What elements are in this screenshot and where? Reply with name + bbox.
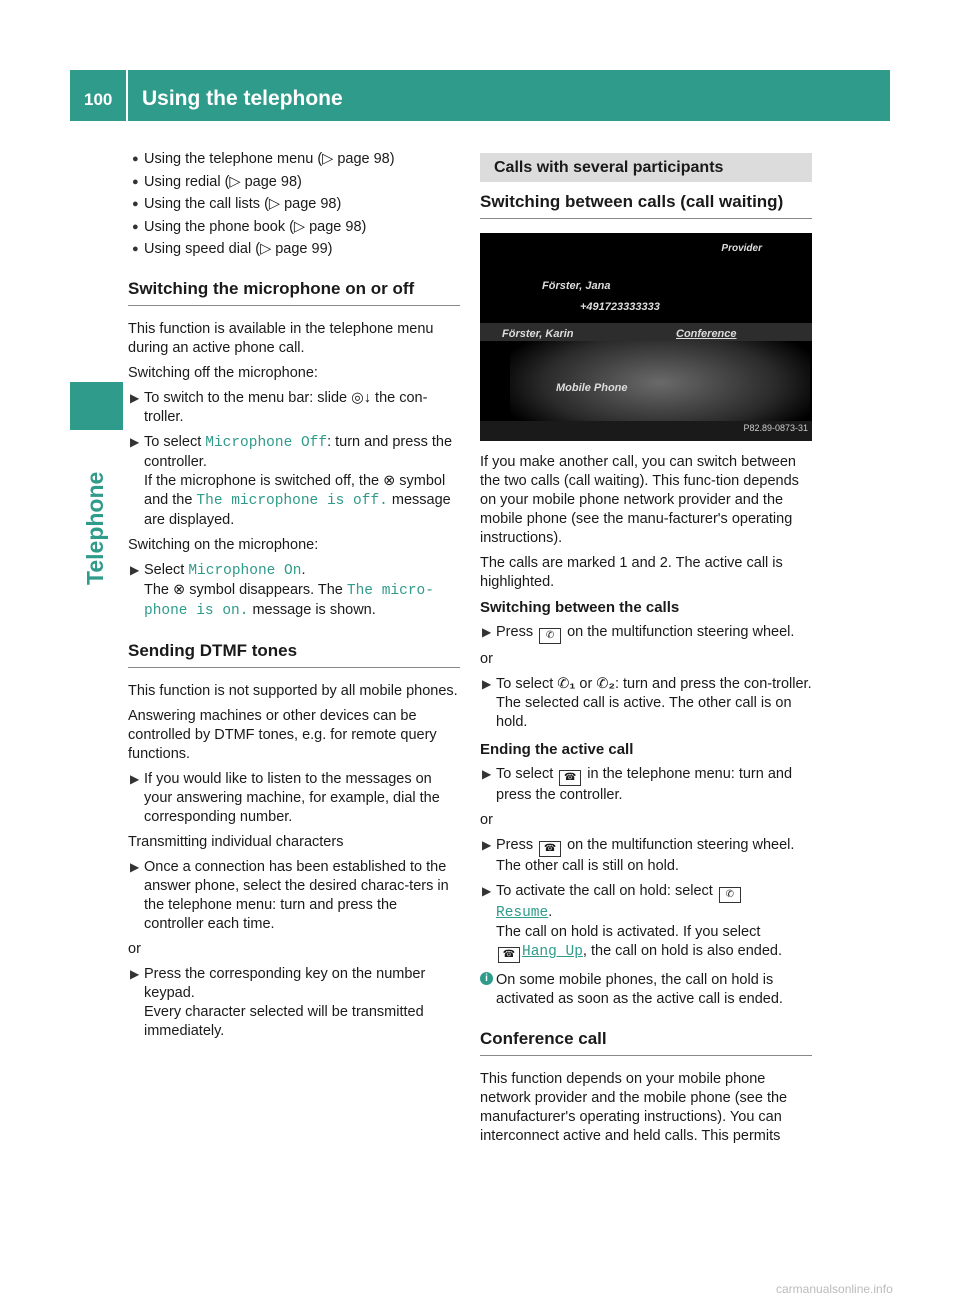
page-number: 100 (84, 90, 113, 109)
info-icon: i (480, 972, 493, 985)
switch-heading: Switching between calls (call waiting) (480, 192, 812, 219)
phone-button-icon: ✆ (539, 628, 561, 644)
dtmf-intro: Answering machines or other devices can be controlled by DTMF tones, e.g. for remote query functions. (128, 708, 437, 762)
bullet-text: Using the call lists (▷ page 98) (144, 196, 342, 212)
page-title: Using the telephone (142, 87, 343, 110)
bullet-text: Using speed dial (▷ page 99) (144, 241, 333, 257)
left-column (128, 150, 460, 1041)
instruction-text: or (575, 676, 597, 692)
right-column (480, 150, 812, 1146)
display-screenshot (480, 233, 812, 441)
conference-item: Conference (676, 328, 737, 340)
instruction: ▶ To activate the call on hold: select ✆ Resume. The call on hold is activated. If you select ☎ Hang Up, the call on hold is also ended. (480, 882, 812, 963)
instruction-text: Once a connection has been established to the answer phone, select the desired charac-ters in the telephone menu: turn and press the controller each time. (144, 859, 449, 932)
or-text: or (128, 941, 141, 957)
instruction-text: Select (144, 562, 189, 578)
end-subheading: Ending the active call (480, 741, 634, 758)
hang-up-icon: ☎ (559, 770, 581, 786)
instruction-text: The ⊗ symbol disappears. The (144, 582, 347, 598)
instruction: ▶ Press the corresponding key on the number keypad. Every character selected will be transmitted immediately. (130, 966, 426, 1039)
watermark: carmanualsonline.info (776, 1282, 893, 1296)
resume-phone-icon: ✆ (719, 887, 741, 903)
mobile-phone-label: Mobile Phone (556, 382, 628, 394)
mic-intro: This function is available in the telephone menu during an active phone call. (128, 321, 434, 356)
instruction-text: : turn and press the controller. (144, 434, 453, 470)
section-tab (70, 382, 123, 430)
mic-heading: Switching the microphone on or off (128, 279, 460, 306)
caller-1: Förster, Jana (542, 280, 611, 292)
instruction-text: To select (144, 434, 206, 450)
mic-off-label: Switching off the microphone: (128, 365, 318, 381)
instruction-text: message are displayed. (144, 492, 451, 528)
conference-intro: This function depends on your mobile phone network provider and the mobile phone (see the manufacturer's operating instructions). You can interconnect active and held calls. This permits (480, 1071, 788, 1144)
hang-up-icon: ☎ (498, 947, 520, 963)
figure-code: P82.89-0873-31 (743, 423, 808, 433)
instruction: ▶ To select ☎ in the telephone menu: turn and press the controller. (482, 766, 793, 803)
instruction: ▶ Select Microphone On. The ⊗ symbol disappears. The The micro‐ phone is on. message is shown. (130, 562, 434, 619)
info-text: On some mobile phones, the call on hold is activated as soon as the active call is ended. (496, 972, 783, 1007)
instruction-text: The call on hold is activated. If you select (496, 924, 761, 940)
instruction-text: Every character selected will be transmitted immediately. (144, 1004, 424, 1039)
or-text: or (480, 651, 493, 667)
call-1-icon: ✆₁ (557, 676, 576, 692)
end-call-button-icon: ☎ (539, 841, 561, 857)
dtmf-label: Transmitting individual characters (128, 834, 344, 850)
dtmf-heading: Sending DTMF tones (128, 641, 460, 668)
caller-2: Förster, Karin (502, 328, 574, 340)
or-text: or (480, 812, 493, 828)
instruction-text: Press the corresponding key on the number keypad. (144, 966, 426, 1001)
list-item: ● Using the phone book (▷ page 98) (132, 218, 367, 235)
instruction: ▶ To switch to the menu bar: slide ◎↓ the con-troller. (130, 390, 428, 425)
instruction-text: : turn and press the con-troller. (614, 676, 812, 692)
instruction: ▶ Press ✆ on the multifunction steering wheel. (480, 623, 812, 644)
instruction-text: in the telephone menu: turn and press the controller. (496, 766, 793, 803)
caller-number: +491723333333 (580, 301, 660, 313)
conference-heading: Conference call (480, 1029, 812, 1056)
instruction: ▶ If you would like to listen to the messages on your answering machine, for example, dial the corresponding number. (130, 771, 440, 825)
menu-item-microphone-off: Microphone Off (205, 435, 328, 451)
instruction: ▶ To select Microphone Off: turn and press the controller. If the microphone is switched off, the ⊗ symbol and the The microphone is off. message are displayed. (130, 434, 453, 528)
list-item: ● Using speed dial (▷ page 99) (132, 241, 333, 257)
instruction: ▶ Once a connection has been established to the answer phone, select the desired charac-ters in the telephone menu: turn and press the controller each time. (130, 859, 449, 932)
instruction-text: To select (496, 766, 558, 782)
call-2-icon: ✆₂ (596, 676, 615, 692)
switch-intro: If you make another call, you can switch between the two calls (call waiting). This func-tion depends on your mobile phone network provider and the mobile phone (see the manu-facturer's operating instructions). (480, 454, 799, 546)
provider-label: Provider (721, 243, 762, 254)
section-label-text: Telephone (82, 471, 108, 585)
info-note (480, 971, 812, 1009)
bullet-text: Using the telephone menu (▷ page 98) (144, 151, 395, 167)
instruction-text: . (301, 562, 306, 578)
instruction-text: Press (496, 837, 538, 853)
header-divider (126, 70, 128, 121)
instruction-text: on the multifunction steering wheel. (563, 624, 795, 640)
instruction-text: Press (496, 624, 538, 640)
bullet-text: Using redial (▷ page 98) (144, 173, 302, 190)
bullet-text: Using the phone book (▷ page 98) (144, 218, 367, 235)
list-item: ● Using the telephone menu (▷ page 98) (132, 151, 395, 167)
switch-subheading: Switching between the calls (480, 599, 680, 616)
instruction-text: on the multifunction steering wheel. (563, 837, 795, 853)
instruction-text: If you would like to listen to the messages on your answering machine, for example, dial the corresponding number. (144, 771, 440, 825)
list-item: ● Using the call lists (▷ page 98) (132, 196, 342, 212)
mic-on-label: Switching on the microphone: (128, 537, 319, 553)
box-heading: Calls with several participants (480, 153, 812, 182)
instruction-text: To select (496, 676, 558, 692)
menu-item-microphone-on: Microphone On (188, 563, 302, 579)
instruction-text: To activate the call on hold: select (496, 883, 717, 899)
list-item: ● Using redial (▷ page 98) (132, 173, 302, 190)
instruction: ▶ Press ☎ on the multifunction steering wheel. The other call is still on hold. (482, 837, 795, 874)
dtmf-intro: This function is not supported by all mobile phones. (128, 683, 458, 699)
instruction-text: . (548, 904, 553, 920)
message-mic-off: The microphone is off. (196, 493, 388, 509)
instruction-text: The other call is still on hold. (496, 858, 679, 874)
instruction-text: message is shown. (248, 602, 376, 618)
menu-item-hang-up: Hang Up (522, 944, 583, 960)
instruction: ▶ To select ✆₁ or ✆₂: turn and press the con-troller. The selected call is active. The other call is on hold. (482, 676, 812, 730)
section-label (82, 471, 112, 585)
menu-item-resume: Resume (496, 905, 549, 921)
instruction-text: If the microphone is switched off, the ⊗ symbol and the (144, 473, 446, 508)
switch-intro: The calls are marked 1 and 2. The active call is highlighted. (480, 555, 783, 590)
instruction-text: To switch to the menu bar: slide ◎↓ the con-troller. (144, 390, 428, 425)
instruction-text: , the call on hold is also ended. (582, 943, 783, 959)
message-mic-on: The micro‐ phone is on. (144, 583, 434, 619)
page-header (70, 70, 890, 121)
instruction-text: The selected call is active. The other call is on hold. (496, 695, 792, 730)
